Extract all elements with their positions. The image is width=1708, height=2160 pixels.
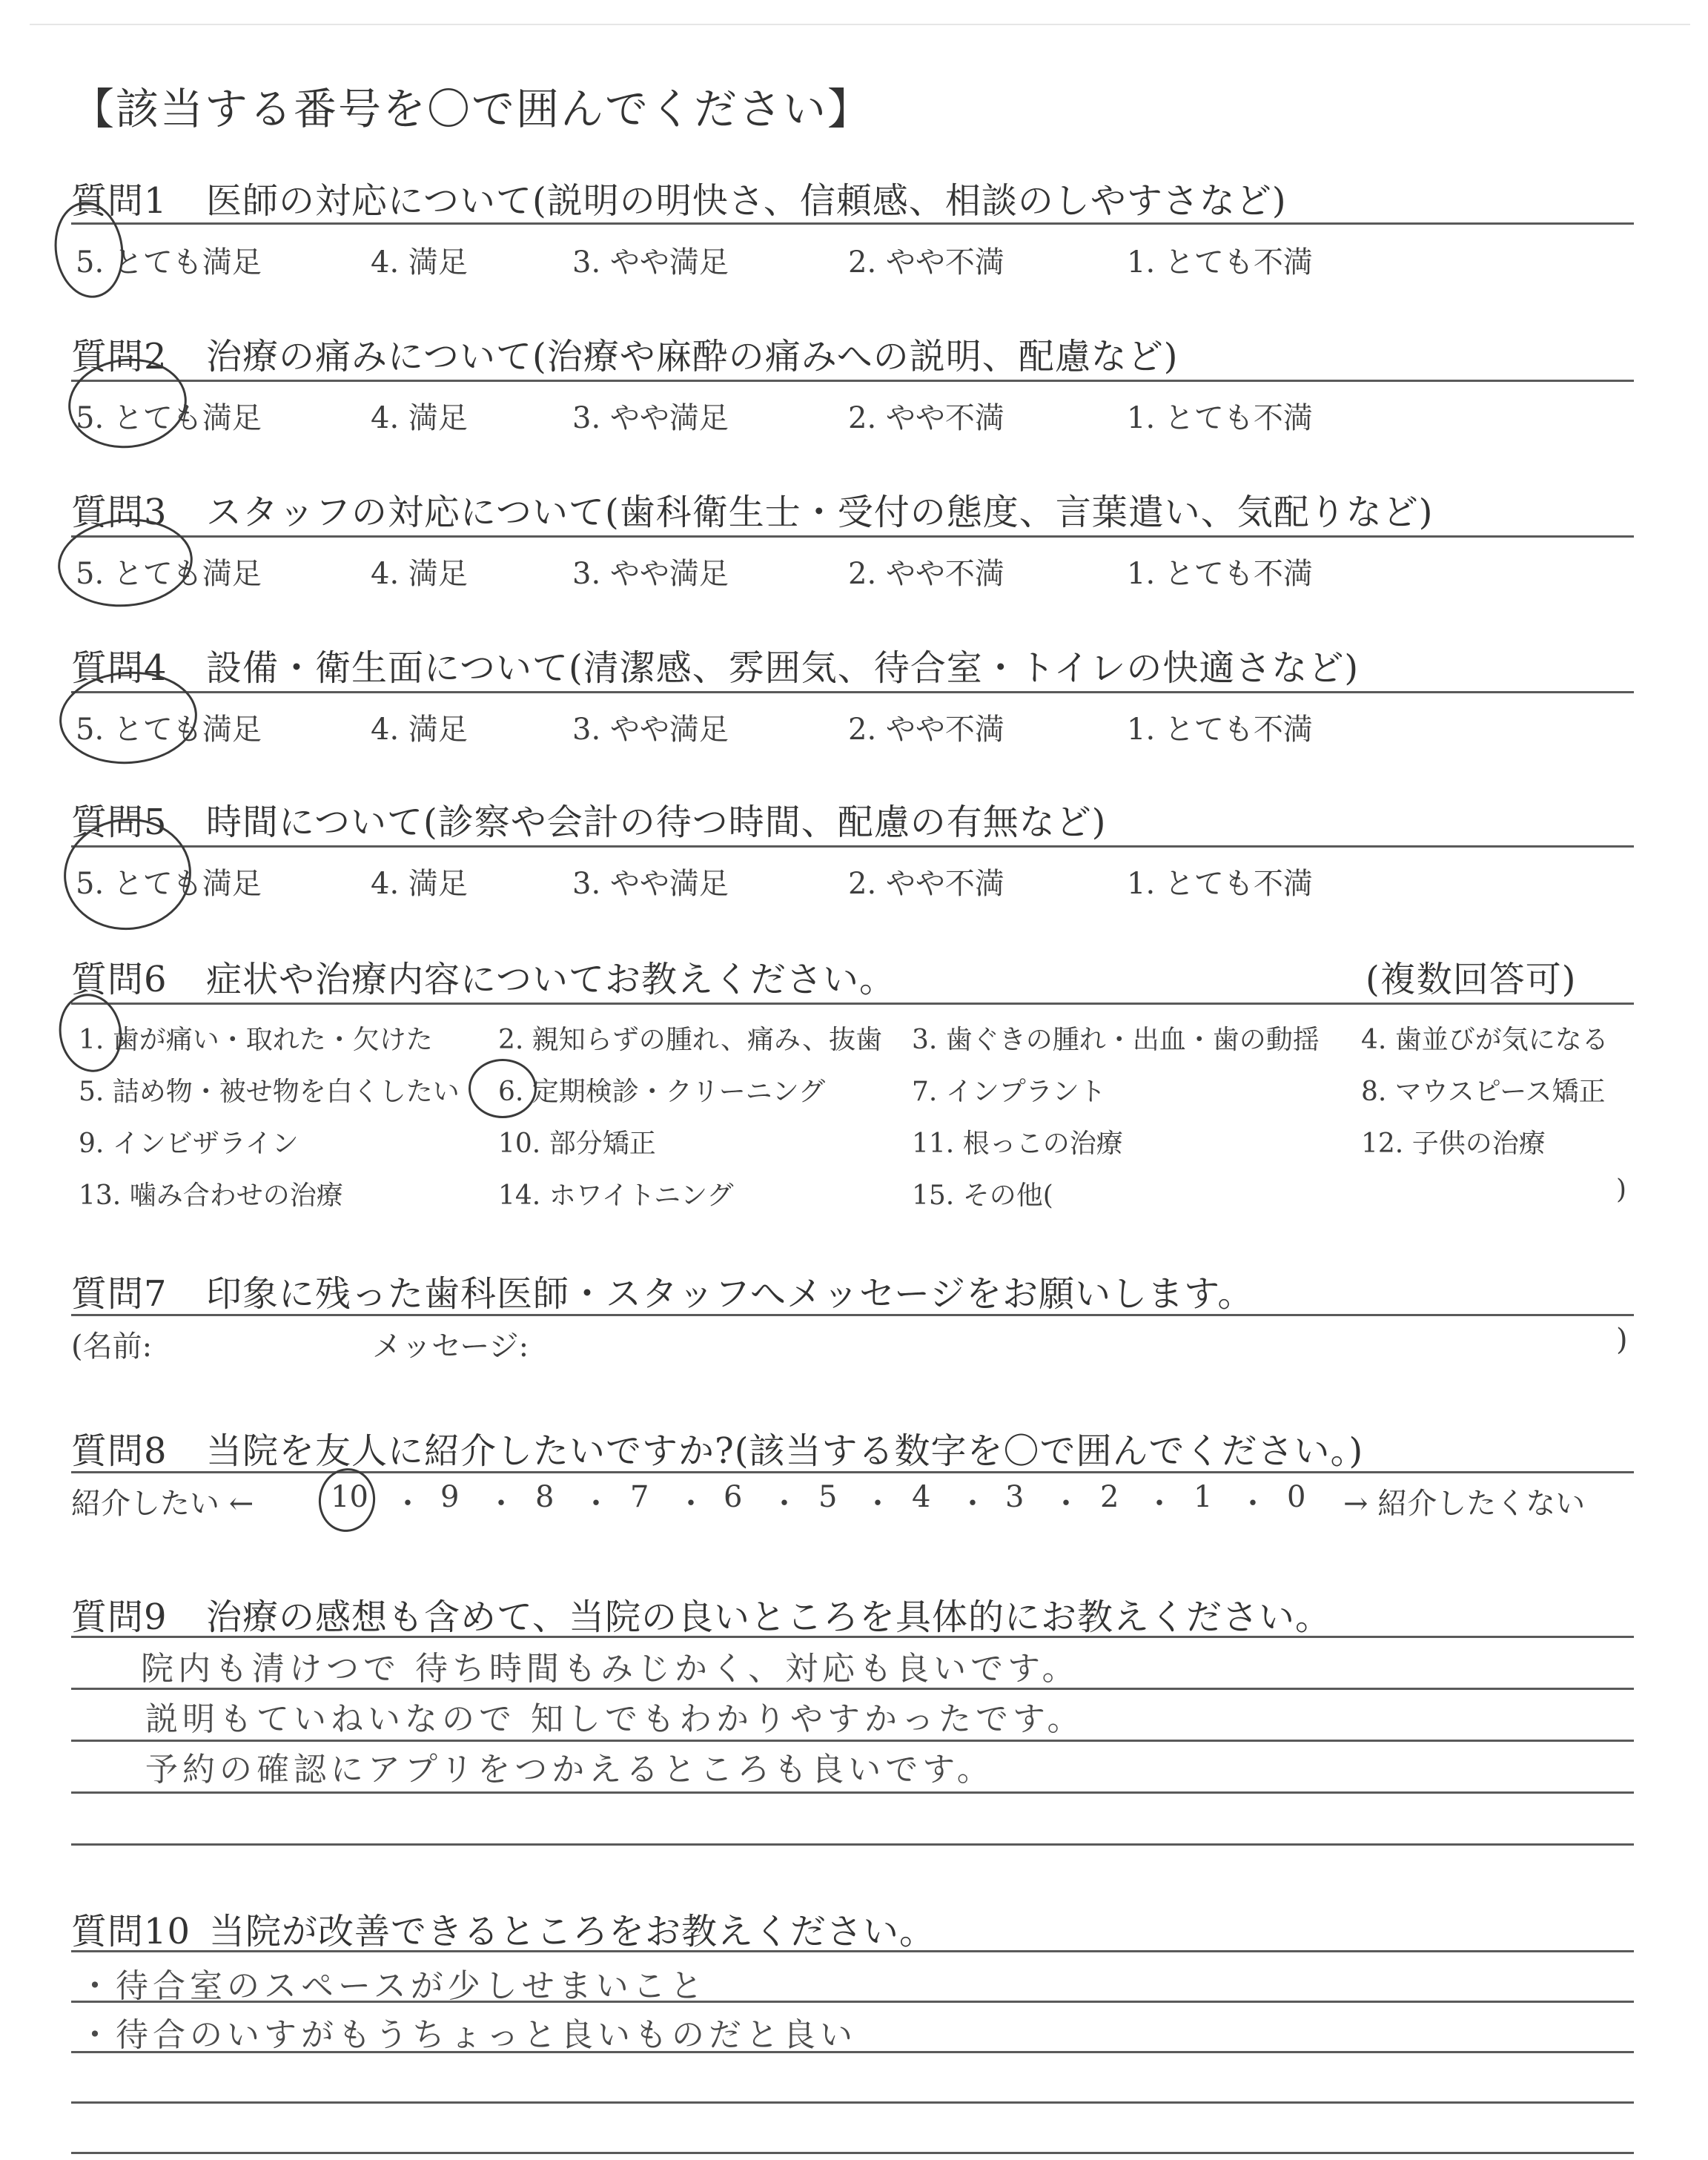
q6-option-2[interactable]: 2. 親知らずの腫れ、痛み、抜歯 — [498, 1025, 883, 1055]
q8-scale-1[interactable]: 1 — [1194, 1480, 1213, 1514]
q1-label: 質問1 — [71, 180, 168, 222]
q4-option-4[interactable]: 4. 満足 — [371, 713, 468, 747]
q3-option-2[interactable]: 2. やや不満 — [848, 557, 1004, 591]
q2-option-1[interactable]: 1. とても不満 — [1127, 401, 1313, 435]
q2-option-2[interactable]: 2. やや不満 — [848, 401, 1004, 435]
q1-rule — [71, 222, 1634, 225]
q8-scale-9[interactable]: 9 — [440, 1480, 460, 1514]
q6-option-15-close: ) — [1616, 1175, 1627, 1205]
q10-label: 質問10 — [71, 1911, 191, 1952]
q8-separator: ・ — [1238, 1487, 1268, 1521]
q2-rule — [71, 380, 1634, 382]
q5-rule — [71, 845, 1634, 848]
q8-scale-0[interactable]: 0 — [1287, 1480, 1306, 1514]
q10-answer-line-1: ・待合室のスペースが少しせまいこと — [79, 1967, 707, 2005]
q9-rule-1 — [71, 1688, 1634, 1690]
q3-rule — [71, 535, 1634, 538]
q6-option-3[interactable]: 3. 歯ぐきの腫れ・出血・歯の動揺 — [912, 1025, 1320, 1055]
q2-label: 質問2 — [71, 336, 168, 377]
q6-option-6[interactable]: 6. 定期検診・クリーニング — [498, 1077, 826, 1107]
q6-text: 症状や治療内容についてお教えください。 — [206, 959, 896, 1000]
q6-option-14[interactable]: 14. ホワイトニング — [498, 1180, 734, 1211]
q9-rule-4 — [71, 1843, 1634, 1846]
q9-answer-line-2: 説明もていねいなので 知しでもわかりやすかったです。 — [145, 1700, 1085, 1738]
q1-option-1[interactable]: 1. とても不満 — [1127, 245, 1313, 280]
q5-option-4[interactable]: 4. 満足 — [371, 867, 468, 901]
q8-separator: ・ — [863, 1487, 893, 1521]
q8-separator: ・ — [769, 1487, 799, 1521]
q3-option-3[interactable]: 3. やや満足 — [572, 557, 729, 591]
q5-option-1[interactable]: 1. とても不満 — [1127, 867, 1313, 901]
q6-rule — [71, 1003, 1634, 1005]
q9-rule-0 — [71, 1636, 1634, 1638]
q8-separator: ・ — [581, 1487, 611, 1521]
q10-answer-line-2: ・待合のいすがもうちょっと良いものだと良い — [79, 2016, 857, 2054]
q1-text: 医師の対応について(説明の明快さ、信頼感、相談のしやすさなど) — [206, 180, 1287, 222]
q8-separator: ・ — [676, 1487, 706, 1521]
q8-rule — [71, 1471, 1634, 1473]
q8-label: 質問8 — [71, 1430, 168, 1472]
q1-option-3[interactable]: 3. やや満足 — [572, 245, 729, 280]
q6-option-10[interactable]: 10. 部分矯正 — [498, 1129, 656, 1159]
q10-rule-2 — [71, 2051, 1634, 2053]
q8-scale-3[interactable]: 3 — [1005, 1480, 1025, 1514]
q4-option-1[interactable]: 1. とても不満 — [1127, 713, 1313, 747]
q6-option-5[interactable]: 5. 詰め物・被せ物を白くしたい — [79, 1077, 460, 1107]
q2-option-3[interactable]: 3. やや満足 — [572, 401, 729, 435]
q6-option-11[interactable]: 11. 根っこの治療 — [912, 1129, 1123, 1159]
q4-rule — [71, 691, 1634, 693]
q9-rule-2 — [71, 1740, 1634, 1742]
q10-rule-4 — [71, 2152, 1634, 2154]
q8-text: 当院を友人に紹介したいですか?(該当する数字を〇で囲んでください。) — [206, 1430, 1364, 1472]
q6-option-7[interactable]: 7. インプラント — [912, 1077, 1106, 1107]
q8-scale-4[interactable]: 4 — [912, 1480, 931, 1514]
page-top-border — [30, 24, 1690, 25]
q8-scale-6[interactable]: 6 — [724, 1480, 743, 1514]
q9-rule-3 — [71, 1791, 1634, 1794]
q10-rule-0 — [71, 1950, 1634, 1952]
q8-separator: ・ — [1051, 1487, 1081, 1521]
q6-option-12[interactable]: 12. 子供の治療 — [1361, 1129, 1546, 1159]
q3-option-4[interactable]: 4. 満足 — [371, 557, 468, 591]
q9-text: 治療の感想も含めて、当院の良いところを具体的にお教えください。 — [206, 1596, 1332, 1638]
q6-option-1[interactable]: 1. 歯が痛い・取れた・欠けた — [79, 1025, 433, 1055]
q4-option-5[interactable]: 5. とても満足 — [76, 713, 262, 747]
q8-scale-5[interactable]: 5 — [818, 1480, 838, 1514]
q4-option-2[interactable]: 2. やや不満 — [848, 713, 1004, 747]
q1-option-2[interactable]: 2. やや不満 — [848, 245, 1004, 280]
q8-separator: ・ — [1145, 1487, 1174, 1521]
q2-option-4[interactable]: 4. 満足 — [371, 401, 468, 435]
q7-close-paren: ) — [1616, 1323, 1628, 1357]
q9-answer-line-3: 予約の確認にアプリをつかえるところも良いです。 — [145, 1751, 994, 1789]
q7-name-label: (名前: — [71, 1330, 153, 1364]
q2-text: 治療の痛みについて(治療や麻酔の痛みへの説明、配慮など) — [206, 336, 1179, 377]
q9-label: 質問9 — [71, 1596, 168, 1638]
q6-option-9[interactable]: 9. インビザライン — [79, 1129, 299, 1159]
q8-scale-8[interactable]: 8 — [535, 1480, 555, 1514]
q2-option-5[interactable]: 5. とても満足 — [76, 401, 262, 435]
q10-rule-3 — [71, 2101, 1634, 2104]
q5-label: 質問5 — [71, 802, 168, 843]
q8-right-label: → 紹介したくない — [1343, 1487, 1586, 1521]
q3-text: スタッフの対応について(歯科衛生士・受付の態度、言葉遣い、気配りなど) — [206, 492, 1434, 533]
q8-scale-7[interactable]: 7 — [630, 1480, 649, 1514]
q6-option-13[interactable]: 13. 噛み合わせの治療 — [79, 1180, 343, 1211]
q1-option-4[interactable]: 4. 満足 — [371, 245, 468, 280]
q8-scale-10[interactable]: 10 — [331, 1480, 368, 1514]
q8-answer-circle — [314, 1464, 379, 1536]
q5-option-3[interactable]: 3. やや満足 — [572, 867, 729, 901]
q8-separator: ・ — [486, 1487, 516, 1521]
q5-option-2[interactable]: 2. やや不満 — [848, 867, 1004, 901]
q6-answer-circle-6 — [469, 1059, 537, 1118]
q7-rule — [71, 1314, 1634, 1316]
q7-text: 印象に残った歯科医師・スタッフへメッセージをお願いします。 — [206, 1273, 1254, 1315]
q4-label: 質問4 — [71, 647, 168, 689]
q6-note: (複数回答可) — [1366, 959, 1577, 1000]
q5-text: 時間について(診察や会計の待つ時間、配慮の有無など) — [206, 802, 1107, 843]
q8-separator: ・ — [393, 1487, 423, 1521]
q10-rule-1 — [71, 2001, 1634, 2003]
q3-label: 質問3 — [71, 492, 168, 533]
q6-label: 質問6 — [71, 959, 168, 1000]
q8-left-label: 紹介したい ← — [71, 1487, 254, 1521]
q6-option-8[interactable]: 8. マウスピース矯正 — [1361, 1077, 1606, 1107]
q8-separator: ・ — [958, 1487, 987, 1521]
q6-option-15[interactable]: 15. その他( — [912, 1180, 1053, 1211]
q7-label: 質問7 — [71, 1273, 168, 1315]
q9-answer-line-1: 院内も清けつで 待ち時間もみじかく、対応も良いです。 — [141, 1650, 1079, 1688]
q4-option-3[interactable]: 3. やや満足 — [572, 713, 729, 747]
q8-scale-2[interactable]: 2 — [1100, 1480, 1119, 1514]
page-title: 【該当する番号を〇で囲んでください】 — [71, 84, 873, 134]
q3-option-5[interactable]: 5. とても満足 — [76, 557, 262, 591]
q3-option-1[interactable]: 1. とても不満 — [1127, 557, 1313, 591]
q4-text: 設備・衛生面について(清潔感、雰囲気、待合室・トイレの快適さなど) — [206, 647, 1360, 689]
q6-option-4[interactable]: 4. 歯並びが気になる — [1361, 1025, 1609, 1055]
q1-option-5[interactable]: 5. とても満足 — [76, 245, 262, 280]
q10-text: 当院が改善できるところをお教えください。 — [209, 1911, 936, 1952]
q7-message-label: メッセージ: — [372, 1330, 529, 1364]
q5-option-5[interactable]: 5. とても満足 — [76, 867, 262, 901]
